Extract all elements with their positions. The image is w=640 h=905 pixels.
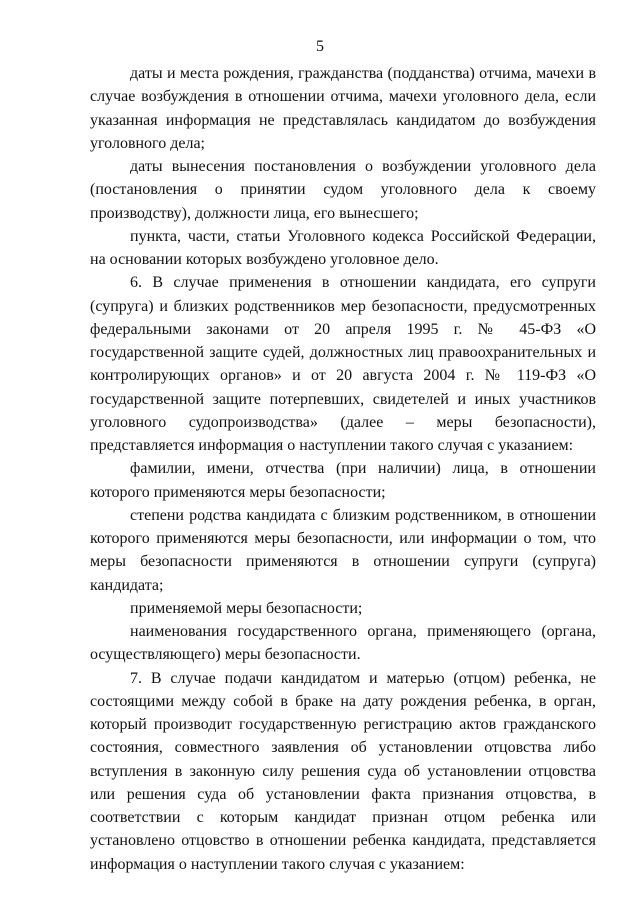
paragraph-section-6-security-measures: 6. В случае применения в отношении кандидата, его супруги (супруга) и близких родственников мер безопасности, предусмотренных федеральными законами от 20 апреля 1995 г. № 45-ФЗ «О государственной защите судей, должностных лиц правоохранительных и контролирующих органов» и от 20 августа 2004 г. № 119-ФЗ «О государственной защите потерпевших, свидетелей и иных участников уголовного судопроизводства» (далее – меры безопасности), представляется информация о наступлении такого случая с указанием: [90, 274, 596, 454]
paragraph-applied-measure: применяемой меры безопасности; [130, 599, 363, 617]
paragraph-stepfather-birth-details: даты и места рождения, гражданства (подданства) отчима, мачехи в случае возбуждения в отношении отчима, мачехи уголовного дела, если указанная информация не представлялась кандидатом до возбуждения уголовного дела; [90, 65, 596, 152]
page-number: 5 [316, 38, 324, 55]
paragraph-case-resolution-dates: даты вынесения постановления о возбуждении уголовного дела (постановления о принятии судом уголовного дела к своему производству), должности лица, его вынесшего; [90, 158, 596, 222]
paragraph-kinship-degree: степени родства кандидата с близким родственником, в отношении которого применяются меры безопасности, или информации о том, что меры безопасности применяются в отношении супруги (супруга) кандидата; [90, 506, 596, 594]
paragraph-section-7-paternity: 7. В случае подачи кандидатом и матерью (отцом) ребенка, не состоящими между собой в браке на дату рождения ребенка, в орган, который производит государственную регистрацию актов гражданского состояния, совместного заявления об установлении отцовства либо вступления в законную силу решения суда об установлении отцовства или решения суда об установлении факта признания отцовства, в соответствии с которым кандидат признан отцом ребенка или установлено отцовство в отношении ребенка кандидата, представляется информация о наступлении такого случая с указанием: [90, 669, 596, 873]
paragraph-state-body-name: наименования государственного органа, применяющего (органа, осуществляющего) меры безопасности. [90, 623, 596, 664]
paragraph-criminal-code-articles: пункта, части, статьи Уголовного кодекса Российской Федерации, на основании которых возбуждено уголовное дело. [90, 227, 596, 268]
document-body [90, 62, 596, 876]
paragraph-person-name: фамилии, имени, отчества (при наличии) лица, в отношении которого применяются меры безопасности; [90, 460, 596, 501]
